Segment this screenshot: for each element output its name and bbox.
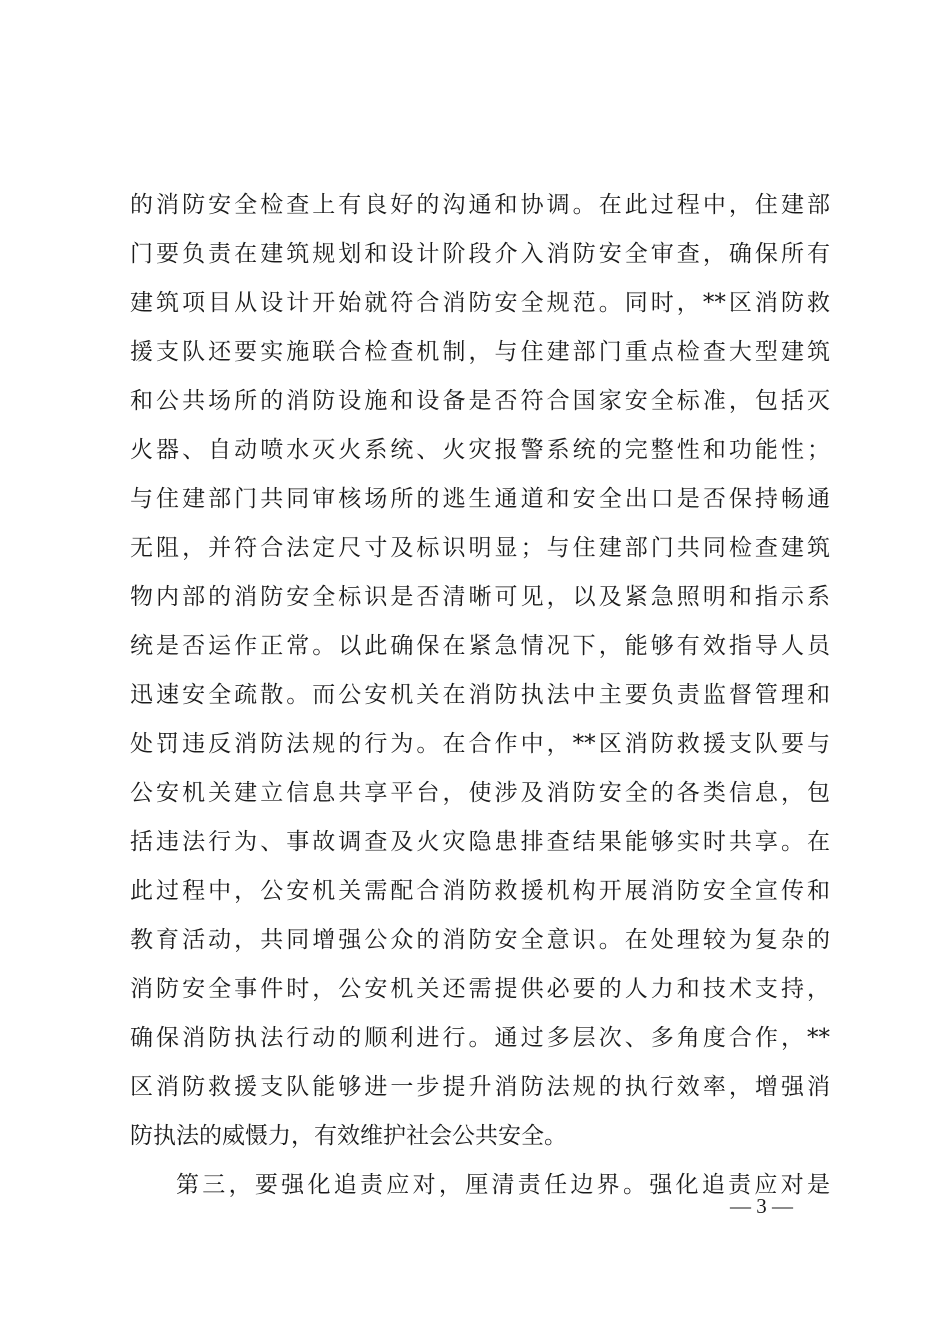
body-text <box>130 181 830 1210</box>
text-line-1: 的消防安全检查上有良好的沟通和协调。在此过程中，住建部 <box>130 192 830 218</box>
text-line-9: 物内部的消防安全标识是否清晰可见，以及紧急照明和指示系 <box>130 584 830 610</box>
text-line-19: 区消防救援支队能够进一步提升消防法规的执行效率，增强消 <box>130 1074 830 1100</box>
text-line-6: 火器、自动喷水灭火系统、火灾报警系统的完整性和功能性； <box>130 437 830 463</box>
text-line-7: 与住建部门共同审核场所的逃生通道和安全出口是否保持畅通 <box>130 486 830 512</box>
text-line-15: 此过程中，公安机关需配合消防救援机构开展消防安全宣传和 <box>130 878 830 904</box>
text-line-11: 迅速安全疏散。而公安机关在消防执法中主要负责监督管理和 <box>130 682 830 708</box>
text-line-5: 和公共场所的消防设施和设备是否符合国家安全标准，包括灭 <box>130 388 830 414</box>
text-line-3: 建筑项目从设计开始就符合消防安全规范。同时，**区消防救 <box>130 290 830 316</box>
text-line-17: 消防安全事件时，公安机关还需提供必要的人力和技术支持， <box>130 976 830 1002</box>
text-line-4: 援支队还要实施联合检查机制，与住建部门重点检查大型建筑 <box>130 339 830 365</box>
text-line-16: 教育活动，共同增强公众的消防安全意识。在处理较为复杂的 <box>130 927 830 953</box>
text-line-12: 处罚违反消防法规的行为。在合作中，**区消防救援支队要与 <box>130 731 830 757</box>
page-number: — 3 — <box>730 1194 793 1218</box>
text-line-13: 公安机关建立信息共享平台，使涉及消防安全的各类信息，包 <box>130 780 830 806</box>
paragraph-start-line: 第三，要强化追责应对，厘清责任边界。强化追责应对是 <box>176 1172 830 1198</box>
text-line-20: 防执法的威慑力，有效维护社会公共安全。 <box>130 1123 567 1149</box>
text-line-2: 门要负责在建筑规划和设计阶段介入消防安全审查，确保所有 <box>130 241 830 267</box>
text-line-14: 括违法行为、事故调查及火灾隐患排查结果能够实时共享。在 <box>130 829 830 855</box>
text-line-18: 确保消防执法行动的顺利进行。通过多层次、多角度合作，** <box>130 1025 830 1051</box>
text-line-8: 无阻，并符合法定尺寸及标识明显；与住建部门共同检查建筑 <box>130 535 830 561</box>
text-line-10: 统是否运作正常。以此确保在紧急情况下，能够有效指导人员 <box>130 633 830 659</box>
